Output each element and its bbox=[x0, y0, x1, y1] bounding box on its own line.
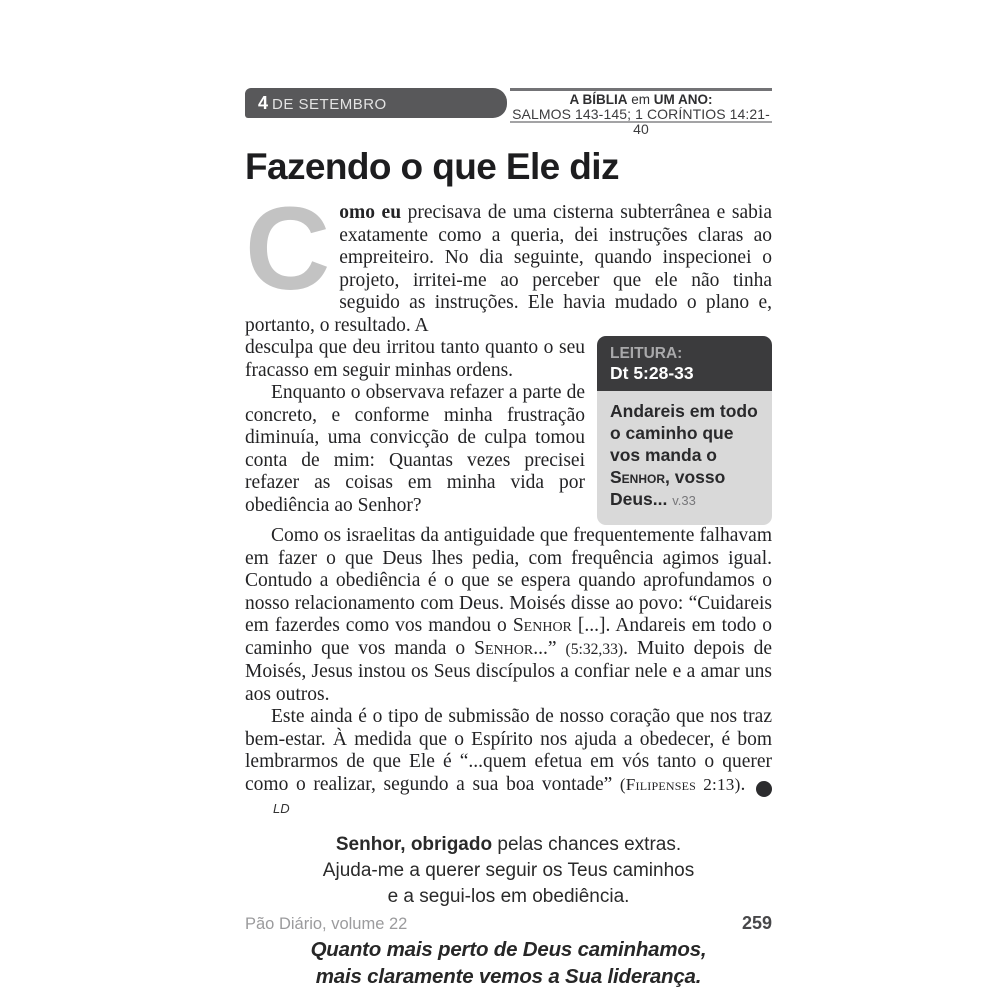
scripture-box-label: LEITURA: bbox=[610, 345, 683, 362]
scripture-box-verse: Andareis em todo o caminho que vos manda o Senhor, vosso Deus... v.33 bbox=[597, 391, 772, 525]
bible-plan-title: A BÍBLIA em UM ANO: bbox=[569, 92, 713, 107]
paragraph-2: Enquanto o observava refazer a parte de concreto, e conforme minha frustração diminuía, uma convicção de culpa tomou conta de mim: Quantas vezes precisei refazer as coisas em minha vida por obediência ao Senhor? bbox=[245, 382, 585, 516]
dropcap-letter: C bbox=[245, 183, 331, 315]
page-title: Fazendo o que Ele diz bbox=[245, 146, 619, 187]
text-with-sidebar-row bbox=[245, 337, 772, 525]
scripture-box-header bbox=[597, 336, 772, 391]
prayer-block bbox=[245, 832, 772, 910]
article-body bbox=[245, 183, 773, 820]
prayer-line-2: Ajuda-me a querer seguir os Teus caminhos bbox=[322, 860, 695, 881]
paragraph-4: Este ainda é o tipo de submissão de nosso coração que nos traz bem-estar. À medida que o Espírito nos ajuda a obedecer, é bom lembrarmos de que Ele é “...quem efetua em vós tanto o querer como o realizar, segundo a sua boa vontade” (Filipenses 2:13). ✽LD bbox=[245, 706, 772, 820]
narrow-text-column bbox=[245, 337, 585, 517]
scripture-box-reference: Dt 5:28-33 bbox=[610, 363, 694, 383]
paragraph-1 bbox=[245, 183, 772, 337]
page-number: 259 bbox=[741, 913, 772, 933]
prayer-line-3: e a segui-los em obediência. bbox=[387, 886, 630, 907]
bible-plan-passages: SALMOS 143-145; 1 CORÍNTIOS 14:21-40 bbox=[512, 106, 770, 137]
devotional-page bbox=[245, 88, 772, 990]
quote-line-2: mais claramente vemos a Sua liderança. bbox=[315, 965, 702, 988]
page-footer bbox=[245, 913, 772, 934]
quote-line-1: Quanto mais perto de Deus caminhamos, bbox=[310, 938, 707, 961]
wheat-logo-icon bbox=[756, 781, 772, 797]
paragraph-1-text: omo eu precisava de uma cisterna subterrânea e sabia exatamente como a queria, dei instruções claras ao empreiteiro. No dia seguinte, quando inspecionei o projeto, irritei-me ao perceber que ele não tinha seguido as instruções. Ele havia mudado o plano e, portanto, o resultado. A bbox=[245, 202, 772, 336]
paragraph-3: Como os israelitas da antiguidade que frequentemente falhavam em fazer o que Deus lhes pedia, com frequência agimos igual. Contudo a obediência é o que se espera quando aprofundamos o nosso relacionamento com Deus. Moisés disse ao povo: “Cuidareis em fazerdes como vos mandou o Senhor [...]. Andareis em todo o caminho que vos manda o Senhor...” (5:32,33). Muito depois de Moisés, Jesus instou os Seus discípulos a confiar nele e a amar uns aos outros. bbox=[245, 525, 773, 705]
closing-quote bbox=[245, 936, 772, 990]
prayer-line-1: Senhor, obrigado pelas chances extras. bbox=[335, 834, 682, 855]
date-text: 4 DE SETEMBRO bbox=[258, 92, 387, 113]
scripture-reading-box bbox=[597, 336, 772, 525]
bible-in-one-year-box bbox=[510, 88, 772, 137]
page-header bbox=[245, 88, 772, 137]
paragraph-1-continuation: desculpa que deu irritou tanto quanto o seu fracasso em seguir minhas ordens. bbox=[245, 337, 585, 381]
book-title: Pão Diário, volume 22 bbox=[245, 915, 408, 933]
date-banner bbox=[245, 88, 507, 118]
